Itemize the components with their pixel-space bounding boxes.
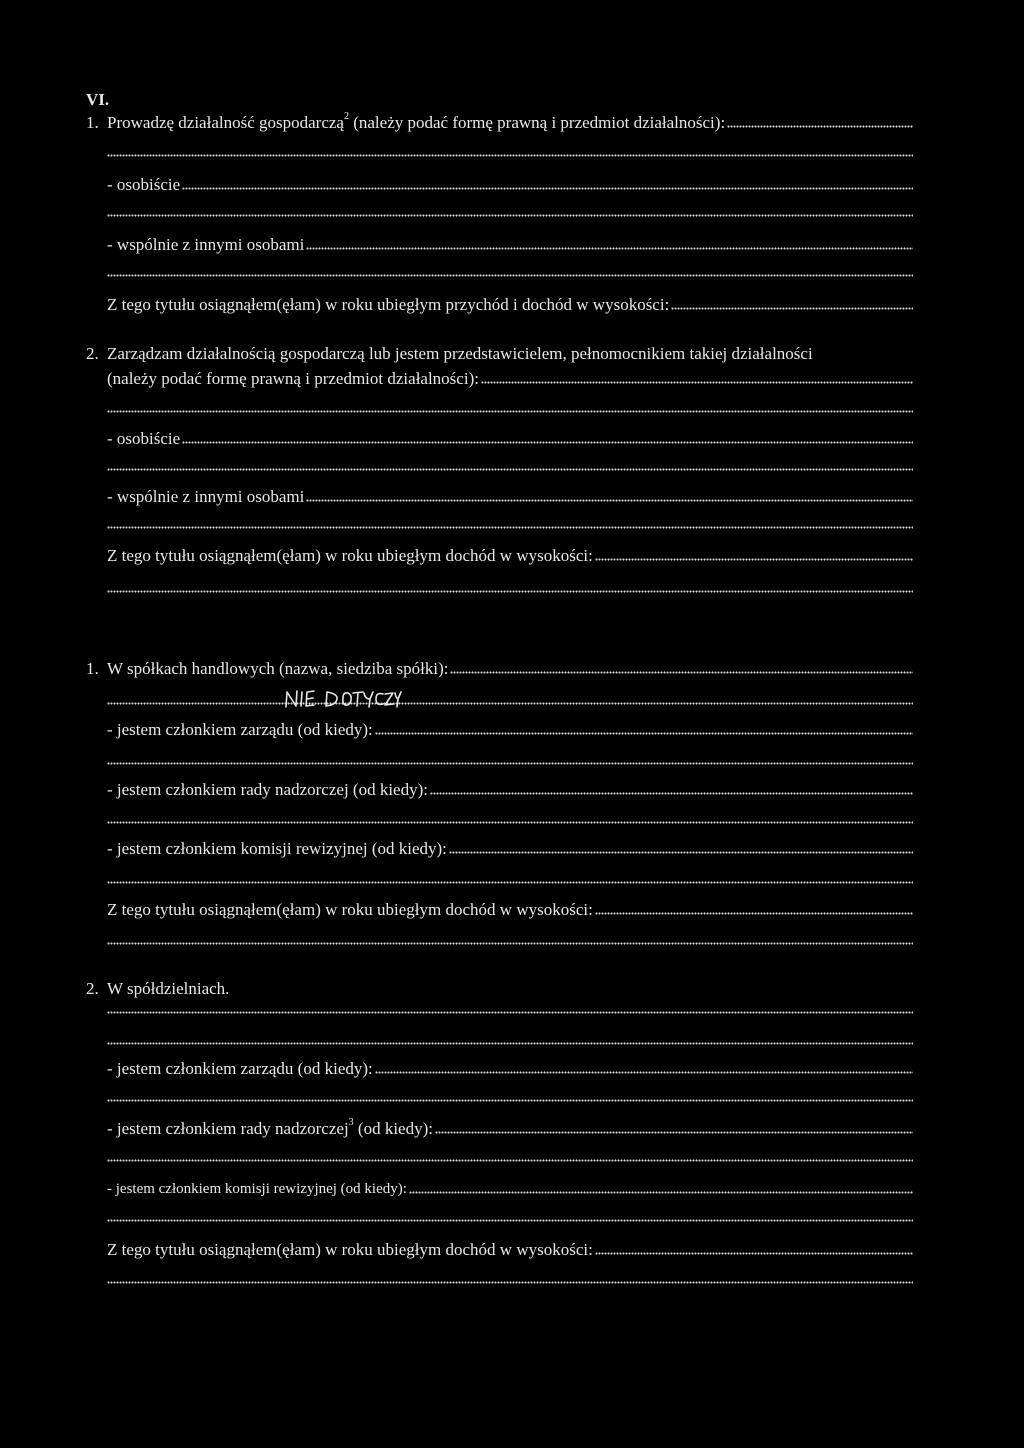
fill-line[interactable] [306, 247, 913, 251]
fill-line[interactable] [435, 1131, 913, 1135]
fill-line[interactable] [107, 410, 913, 414]
line-board [107, 718, 913, 742]
line-supervisory-2 [107, 1117, 913, 1141]
line-label: - jestem członkiem komisji rewizyjnej (od kiedy): [107, 1181, 407, 1197]
line-audit [107, 837, 913, 861]
item-text: W spółdzielniach. [107, 979, 230, 998]
line-label: - jestem członkiem komisji rewizyjnej (od kiedy): [107, 839, 447, 858]
fill-line[interactable] [107, 590, 913, 594]
line-income-b1 [107, 898, 913, 922]
fill-line[interactable] [107, 762, 913, 766]
fill-line[interactable] [727, 125, 913, 129]
fill-line[interactable] [671, 307, 913, 311]
fill-line[interactable] [107, 154, 913, 158]
line-label: Z tego tytułu osiągnąłem(ęłam) w roku ubiegłym dochód w wysokości: [107, 546, 593, 565]
fill-line[interactable] [375, 732, 913, 736]
line-label: - jestem członkiem zarządu (od kiedy): [107, 1059, 373, 1078]
fill-line[interactable] [107, 881, 913, 885]
fill-line[interactable] [450, 671, 913, 675]
fill-line[interactable] [182, 187, 913, 191]
item-number: 2. [86, 979, 99, 998]
line-income-b2 [107, 1238, 913, 1262]
item-number: 1. [86, 659, 99, 678]
item-a1 [86, 111, 913, 135]
line-personally [107, 173, 913, 197]
item-b2 [86, 977, 913, 1001]
fill-line[interactable] [595, 558, 913, 562]
fill-line[interactable] [107, 1159, 913, 1163]
fill-line[interactable] [182, 441, 913, 445]
fill-line[interactable] [595, 1252, 913, 1256]
line-label: - osobiście [107, 429, 181, 448]
item-text: (należy podać formę prawną i przedmiot działalności): [107, 369, 479, 388]
fill-line[interactable] [107, 214, 913, 218]
item-b1 [86, 657, 913, 681]
line-label: - jestem członkiem rady nadzorczej (od kiedy): [107, 780, 428, 799]
fill-line[interactable] [107, 468, 913, 472]
item-text: Prowadzę działalność gospodarczą$^2$ (należy podać formę prawną i przedmiot działalności): [107, 111, 726, 132]
fill-line[interactable] [107, 526, 913, 530]
fill-line[interactable] [375, 1071, 913, 1075]
line-income-2 [107, 544, 913, 568]
fill-line[interactable] [107, 1219, 913, 1223]
line-label: Z tego tytułu osiągnąłem(ęłam) w roku ubiegłym przychód i dochód w wysokości: [107, 295, 670, 314]
item-number: 2. [86, 344, 99, 363]
fill-line[interactable] [107, 942, 913, 946]
fill-line[interactable] [107, 1099, 913, 1103]
line-label: Z tego tytułu osiągnąłem(ęłam) w roku ubiegłym dochód w wysokości: [107, 1240, 593, 1259]
fill-line[interactable] [409, 1191, 913, 1195]
item-text: W spółkach handlowych (nazwa, siedziba spółki): [107, 659, 449, 678]
line-audit-2 [107, 1177, 913, 1201]
section-heading: VI. [86, 90, 110, 109]
fill-line[interactable] [107, 1011, 913, 1015]
line-label: - jestem członkiem rady nadzorczej$^3$ (od kiedy): [107, 1117, 433, 1138]
line-label: - wspólnie z innymi osobami [107, 487, 305, 506]
line-personally-2 [107, 427, 913, 451]
fill-line[interactable] [107, 821, 913, 825]
fill-line[interactable] [107, 1281, 913, 1285]
handwritten-not-applicable [282, 688, 402, 710]
item-a2 [86, 342, 913, 366]
fill-line[interactable] [107, 274, 913, 278]
fill-line[interactable] [481, 381, 913, 385]
item-number: 1. [86, 113, 99, 132]
line-label: - osobiście [107, 175, 181, 194]
fill-line[interactable] [107, 1042, 913, 1046]
line-label: - jestem członkiem zarządu (od kiedy): [107, 720, 373, 739]
line-label: Z tego tytułu osiągnąłem(ęłam) w roku ubiegłym dochód w wysokości: [107, 900, 593, 919]
fill-line[interactable] [107, 702, 913, 706]
line-label: - wspólnie z innymi osobami [107, 235, 305, 254]
fill-line[interactable] [306, 499, 913, 503]
line-jointly-2 [107, 485, 913, 509]
line-income [107, 293, 913, 317]
item-text: Zarządzam działalnością gospodarczą lub jestem przedstawicielem, pełnomocnikiem takiej działalności [107, 344, 813, 363]
line-board-2 [107, 1057, 913, 1081]
fill-line[interactable] [595, 912, 913, 916]
fill-line[interactable] [449, 851, 913, 855]
line-jointly [107, 233, 913, 257]
item-a2-cont [107, 367, 913, 391]
line-supervisory [107, 778, 913, 802]
fill-line[interactable] [430, 792, 913, 796]
